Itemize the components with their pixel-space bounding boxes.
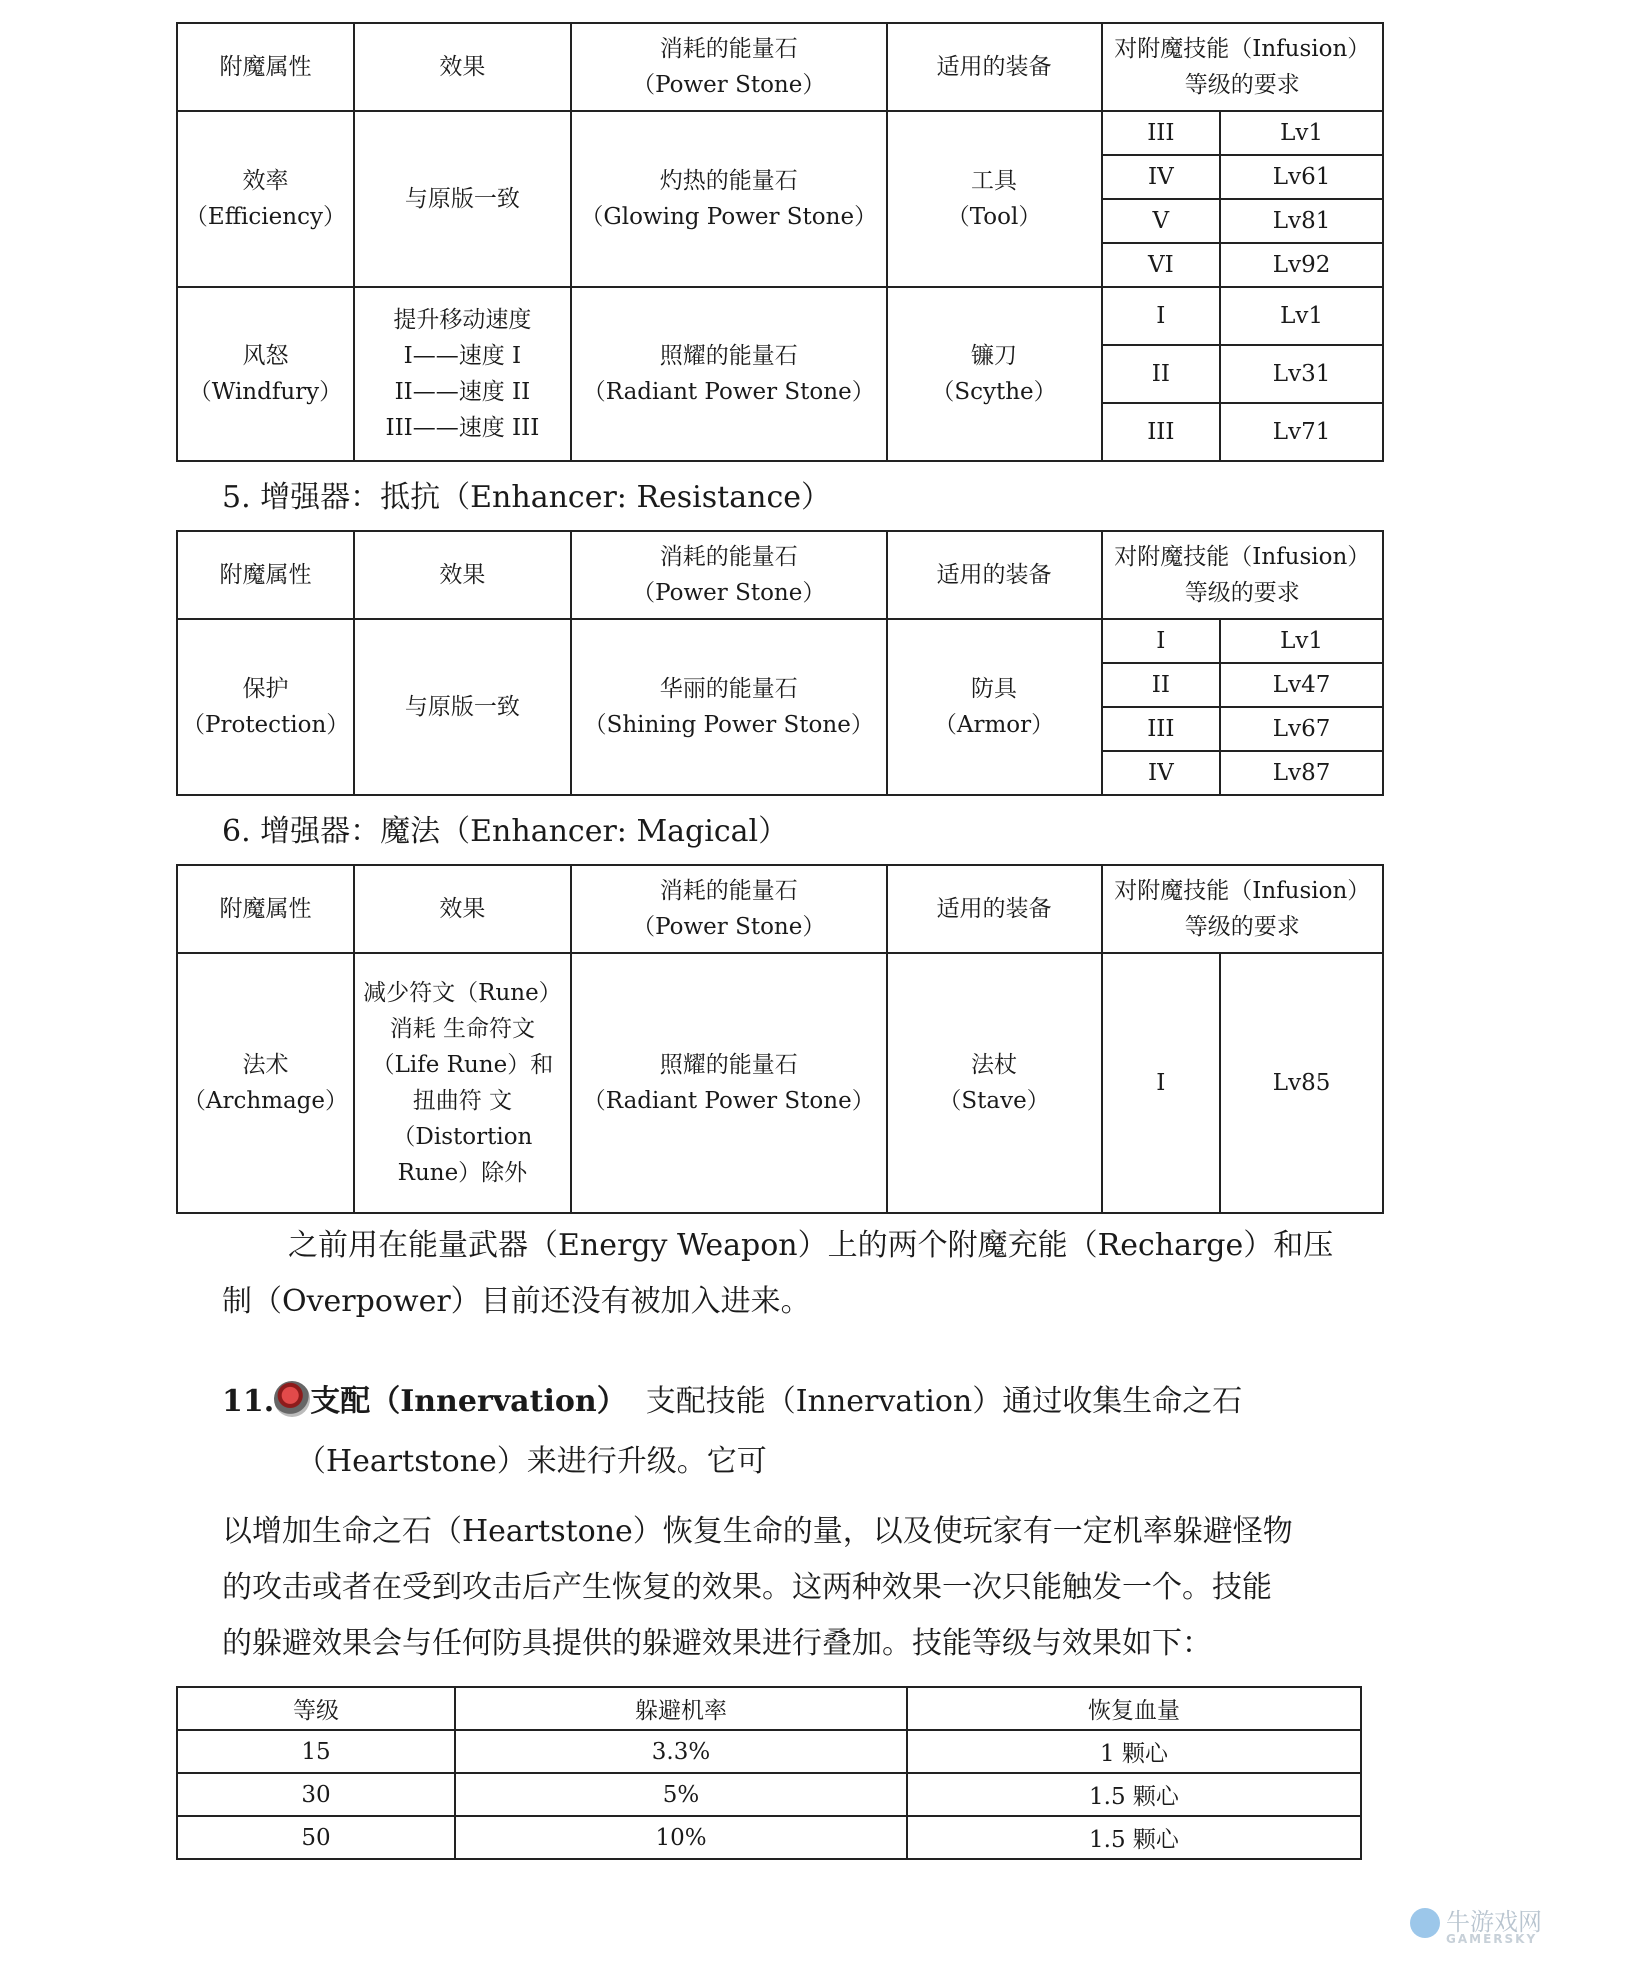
cell-tier: II <box>1102 663 1221 707</box>
cell-dodge: 3.3% <box>455 1730 907 1773</box>
cell-req: Lv92 <box>1220 243 1383 287</box>
note-paragraph-cont: 制（Overpower）目前还没有被加入进来。 <box>222 1284 811 1319</box>
section-number: 11. <box>222 1384 275 1419</box>
cell-heal: 1.5 颗心 <box>907 1773 1361 1816</box>
header-equip: 适用的装备 <box>887 23 1102 111</box>
header-equip: 适用的装备 <box>887 531 1102 619</box>
header-effect: 效果 <box>354 865 571 953</box>
header-level: 对附魔技能（Infusion） 等级的要求 <box>1102 865 1383 953</box>
cell-equip: 法杖 （Stave） <box>887 953 1102 1213</box>
table-header-row <box>177 531 1383 619</box>
section-title: 支配（Innervation） <box>310 1384 627 1419</box>
section-heading-6: 6. 增强器：魔法（Enhancer: Magical） <box>222 814 789 849</box>
cell-effect: 与原版一致 <box>354 619 571 795</box>
section-heading-5: 5. 增强器：抵抗（Enhancer: Resistance） <box>222 480 831 515</box>
cell-attr: 风怒 （Windfury） <box>177 287 354 461</box>
cell-tier: II <box>1102 345 1221 403</box>
body-paragraph: 以增加生命之石（Heartstone）恢复生命的量，以及使玩家有一定机率躲避怪物 的攻击或者在受到攻击后产生恢复的效果。这两种效果一次只能触发一个。技能 的躲避效果会与任何防具提供的躲避效果进行叠加。技能等级与效果如下： <box>222 1514 1293 1661</box>
header-attr: 附魔属性 <box>177 23 354 111</box>
cell-dodge: 5% <box>455 1773 907 1816</box>
cell-attr: 法术 （Archmage） <box>177 953 354 1213</box>
innervation-skill-icon <box>274 1381 310 1417</box>
cell-heal: 1.5 颗心 <box>907 1816 1361 1859</box>
cell-level: 50 <box>177 1816 455 1859</box>
header-heal: 恢复血量 <box>907 1687 1361 1730</box>
table-row <box>177 1730 1361 1773</box>
header-level: 对附魔技能（Infusion） 等级的要求 <box>1102 23 1383 111</box>
cell-attr: 效率 （Efficiency） <box>177 111 354 287</box>
cell-effect: 与原版一致 <box>354 111 571 287</box>
header-stone: 消耗的能量石 （Power Stone） <box>571 23 887 111</box>
cell-stone: 华丽的能量石 （Shining Power Stone） <box>571 619 887 795</box>
header-attr: 附魔属性 <box>177 531 354 619</box>
table-row <box>177 619 1383 663</box>
section-text: 支配技能（Innervation）通过收集生命之石 <box>645 1384 1243 1419</box>
watermark-text: 牛游戏网 <box>1446 1908 1542 1936</box>
cell-equip: 镰刀 （Scythe） <box>887 287 1102 461</box>
cell-level: 30 <box>177 1773 455 1816</box>
cell-req: Lv1 <box>1220 111 1383 155</box>
cell-stone: 照耀的能量石 （Radiant Power Stone） <box>571 953 887 1213</box>
cell-req: Lv61 <box>1220 155 1383 199</box>
header-level: 对附魔技能（Infusion） 等级的要求 <box>1102 531 1383 619</box>
table-row <box>177 1816 1361 1859</box>
cell-tier: IV <box>1102 155 1221 199</box>
cell-tier: IV <box>1102 751 1221 795</box>
header-dodge: 躲避机率 <box>455 1687 907 1730</box>
cell-effect: 提升移动速度 I——速度 I II——速度 II III——速度 III <box>354 287 571 461</box>
cell-heal: 1 颗心 <box>907 1730 1361 1773</box>
cell-req: Lv1 <box>1220 287 1383 345</box>
table-row <box>177 953 1383 1213</box>
cell-equip: 工具 （Tool） <box>887 111 1102 287</box>
watermark-logo <box>1410 1902 1600 1952</box>
table-row <box>177 1773 1361 1816</box>
cell-req: Lv85 <box>1220 953 1383 1213</box>
header-attr: 附魔属性 <box>177 865 354 953</box>
header-level: 等级 <box>177 1687 455 1730</box>
cell-req: Lv31 <box>1220 345 1383 403</box>
table-header-row <box>177 23 1383 111</box>
table-enchant-2 <box>176 530 1384 796</box>
table-header-row <box>177 865 1383 953</box>
cell-tier: V <box>1102 199 1221 243</box>
table-enchant-3 <box>176 864 1384 1214</box>
cell-equip: 防具 （Armor） <box>887 619 1102 795</box>
mascot-icon <box>1410 1908 1440 1938</box>
cell-dodge: 10% <box>455 1816 907 1859</box>
cell-req: Lv87 <box>1220 751 1383 795</box>
cell-stone: 灼热的能量石 （Glowing Power Stone） <box>571 111 887 287</box>
cell-req: Lv67 <box>1220 707 1383 751</box>
watermark-sub: GAMERSKY <box>1446 1932 1538 1946</box>
table-skill-levels <box>176 1686 1362 1860</box>
section-11-text: （Heartstone）来进行升级。它可 <box>296 1444 767 1479</box>
table-row <box>177 111 1383 155</box>
cell-tier: III <box>1102 403 1221 461</box>
cell-tier: III <box>1102 111 1221 155</box>
cell-tier: III <box>1102 707 1221 751</box>
cell-req: Lv47 <box>1220 663 1383 707</box>
cell-tier: I <box>1102 287 1221 345</box>
header-effect: 效果 <box>354 23 571 111</box>
cell-effect: 减少符文（Rune） 消耗 生命符文 （Life Rune）和 扭曲符 文 （Distortion Rune）除外 <box>354 953 571 1213</box>
cell-level: 15 <box>177 1730 455 1773</box>
header-equip: 适用的装备 <box>887 865 1102 953</box>
header-stone: 消耗的能量石 （Power Stone） <box>571 531 887 619</box>
cell-req: Lv71 <box>1220 403 1383 461</box>
cell-req: Lv1 <box>1220 619 1383 663</box>
note-paragraph: 之前用在能量武器（Energy Weapon）上的两个附魔充能（Recharge）和压 <box>288 1228 1334 1263</box>
cell-req: Lv81 <box>1220 199 1383 243</box>
cell-stone: 照耀的能量石 （Radiant Power Stone） <box>571 287 887 461</box>
header-effect: 效果 <box>354 531 571 619</box>
cell-tier: VI <box>1102 243 1221 287</box>
cell-tier: I <box>1102 953 1221 1213</box>
section-11-title <box>222 1374 1242 1430</box>
cell-attr: 保护 （Protection） <box>177 619 354 795</box>
table-enchant-1 <box>176 22 1384 462</box>
table-header-row <box>177 1687 1361 1730</box>
header-stone: 消耗的能量石 （Power Stone） <box>571 865 887 953</box>
cell-tier: I <box>1102 619 1221 663</box>
table-row <box>177 287 1383 345</box>
